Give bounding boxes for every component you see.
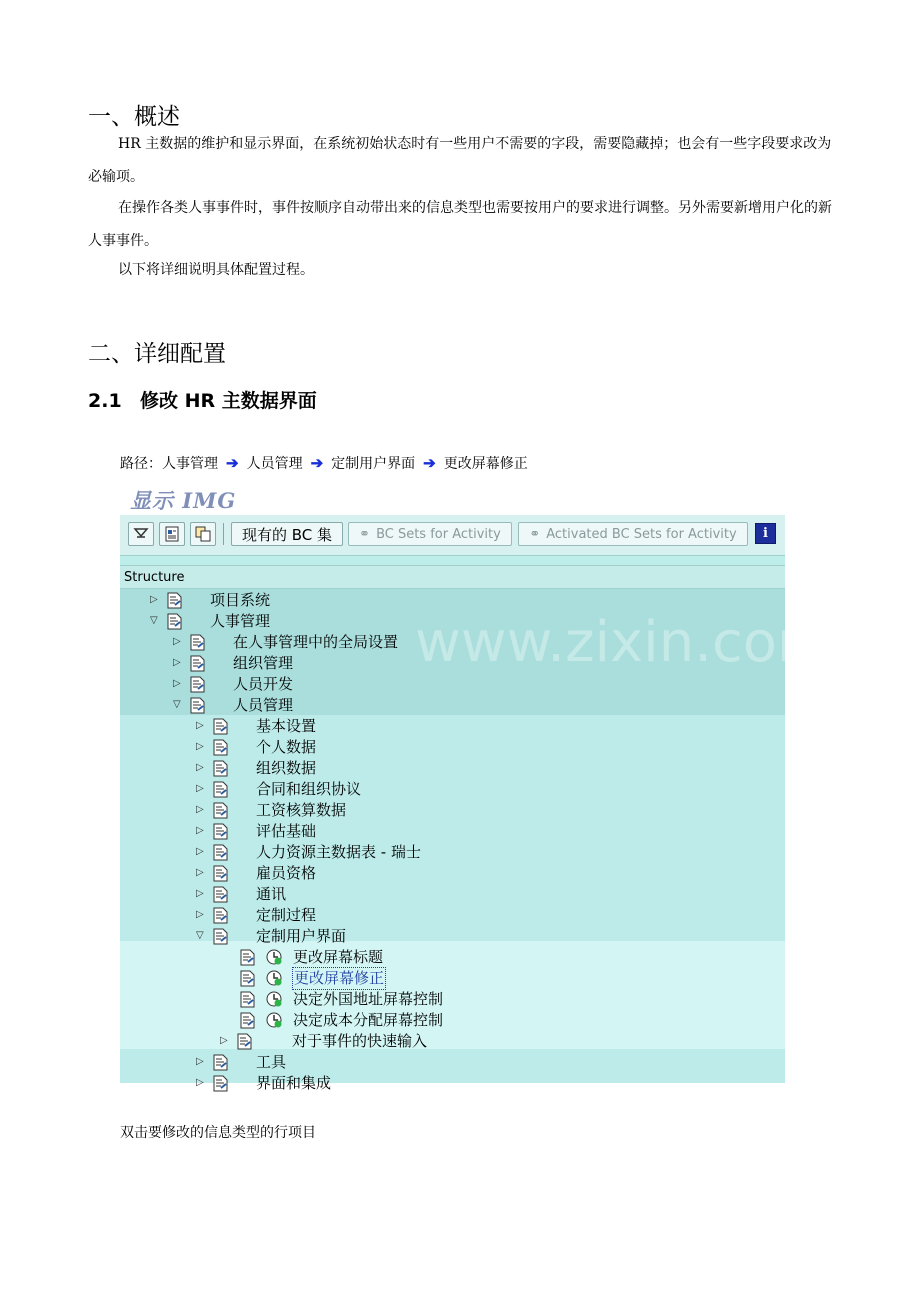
expand-triangle-icon[interactable]: ▷ — [196, 1056, 204, 1067]
tree-node[interactable] — [120, 947, 785, 968]
paragraph-1-text: HR 主数据的维护和显示界面，在系统初始状态时有一些用户不需要的字段，需要隐藏掉；也会有一些字段要求改为必输项。 — [88, 136, 832, 185]
document-icon — [213, 802, 228, 819]
document-icon — [213, 865, 228, 882]
arrow-right-icon: ➔ — [310, 454, 324, 472]
paragraph-2 — [88, 192, 833, 258]
execute-clock-icon[interactable] — [266, 1012, 282, 1028]
config-path — [120, 453, 528, 473]
collapse-triangle-icon[interactable]: ▽ — [150, 615, 158, 626]
expand-icon — [133, 527, 149, 541]
tree-node-label[interactable]: 组织管理 — [233, 654, 294, 672]
path-step-1: 人事管理 — [162, 456, 218, 472]
img-window-title: 显示 IMG — [130, 488, 237, 513]
bc-sets-for-activity-button[interactable] — [348, 522, 512, 546]
bc-sets-for-activity-label: BC Sets for Activity — [376, 526, 501, 542]
expand-triangle-icon[interactable]: ▷ — [173, 678, 181, 689]
expand-triangle-icon[interactable]: ▷ — [196, 825, 204, 836]
arrow-right-icon: ➔ — [226, 454, 239, 472]
info-button[interactable]: i — [755, 523, 776, 544]
toolbar-separator — [223, 523, 224, 545]
tree-node[interactable] — [120, 926, 785, 947]
path-step-3: 定制用户界面 — [331, 456, 416, 472]
document-icon — [213, 781, 228, 798]
expand-triangle-icon[interactable]: ▷ — [196, 720, 204, 731]
tree-node[interactable] — [120, 779, 785, 800]
tree-node[interactable] — [120, 1031, 785, 1052]
tree-node[interactable] — [120, 821, 785, 842]
path-step-2: 人员管理 — [246, 456, 303, 472]
document-icon — [190, 655, 205, 672]
document-list-icon — [164, 526, 180, 542]
execute-clock-icon[interactable] — [266, 949, 282, 965]
paragraph-1 — [88, 128, 833, 194]
expand-triangle-icon[interactable]: ▷ — [173, 636, 181, 647]
activated-bc-sets-label: Activated BC Sets for Activity — [546, 526, 737, 542]
bc-set-icon: ⚭ — [529, 526, 541, 542]
tree-node-label[interactable]: 人力资源主数据表 - 瑞士 — [256, 843, 421, 861]
watermark: www.zixin.com.cn — [415, 610, 916, 675]
tree-node[interactable] — [120, 653, 785, 674]
document-icon — [190, 634, 205, 651]
paragraph-3 — [88, 254, 833, 287]
tree-node-label[interactable]: 更改屏幕修正 — [294, 969, 385, 987]
arrow-right-icon: ➔ — [423, 454, 436, 472]
tree-node-label[interactable]: 人员开发 — [233, 675, 294, 693]
tree-node[interactable] — [120, 905, 785, 926]
tree-node-label[interactable]: 合同和组织协议 — [256, 780, 362, 798]
tree-node[interactable] — [120, 1052, 785, 1073]
expand-triangle-icon[interactable]: ▷ — [196, 762, 204, 773]
document-icon — [240, 1012, 255, 1029]
img-screenshot — [120, 515, 916, 1092]
tree-node[interactable] — [120, 716, 785, 737]
section-2-title: 二、详细配置 — [88, 341, 226, 367]
collapse-triangle-icon[interactable]: ▽ — [173, 699, 181, 710]
paragraph-2-text: 在操作各类人事事件时，事件按顺序自动带出来的信息类型也需要按用户的要求进行调整。另外需要新增用户化的新人事事件。 — [88, 200, 832, 249]
tree-node-label[interactable]: 定制过程 — [256, 906, 317, 924]
document-icon — [240, 991, 255, 1008]
tree-node-label[interactable]: 雇员资格 — [256, 864, 317, 882]
tree-node[interactable] — [120, 968, 785, 989]
path-step-4: 更改屏幕修正 — [443, 456, 528, 472]
section-2-1-heading — [88, 386, 317, 413]
tree-node-label[interactable]: 人员管理 — [233, 696, 294, 714]
instruction-text: 双击要修改的信息类型的行项目 — [120, 1125, 316, 1141]
tree-node-label[interactable]: 工具 — [256, 1053, 287, 1071]
document-icon — [167, 592, 182, 609]
tree-node-label[interactable]: 组织数据 — [256, 759, 317, 777]
document-icon — [213, 907, 228, 924]
tree-node-label[interactable]: 更改屏幕标题 — [293, 948, 384, 966]
section-2-1-number: 2.1 — [88, 390, 122, 412]
expand-triangle-icon[interactable]: ▷ — [196, 804, 204, 815]
tree-node[interactable] — [120, 737, 785, 758]
bc-set-icon: ⚭ — [359, 526, 371, 542]
tree-node-label[interactable]: 在人事管理中的全局设置 — [233, 633, 399, 651]
document-icon — [167, 613, 182, 630]
document-icon — [240, 970, 255, 987]
tree-node[interactable] — [120, 1073, 785, 1094]
tree-node[interactable] — [120, 674, 785, 695]
tree-node-label[interactable]: 评估基础 — [256, 822, 317, 840]
document-icon — [213, 928, 228, 945]
paragraph-3-text: 以下将详细说明具体配置过程。 — [118, 262, 314, 278]
expand-triangle-icon[interactable]: ▷ — [196, 1077, 204, 1088]
tree-node[interactable] — [120, 590, 785, 611]
tree-node[interactable] — [120, 863, 785, 884]
tree-node-label[interactable]: 基本设置 — [256, 717, 317, 735]
execute-clock-icon[interactable] — [266, 991, 282, 1007]
path-prefix: 路径： — [120, 456, 162, 472]
existing-bc-sets-button[interactable]: 现有的 BC 集 — [231, 522, 343, 546]
document-icon — [237, 1033, 252, 1050]
expand-triangle-icon[interactable]: ▷ — [196, 867, 204, 878]
tree-node-label[interactable]: 通讯 — [256, 885, 287, 903]
tree-node-label[interactable]: 项目系统 — [210, 591, 271, 609]
tree-node[interactable] — [120, 758, 785, 779]
document-icon — [213, 844, 228, 861]
expand-triangle-icon[interactable]: ▷ — [196, 846, 204, 857]
section-1-title: 一、概述 — [88, 104, 180, 130]
tree-node[interactable] — [120, 1010, 785, 1031]
structure-column-header: Structure — [120, 565, 785, 589]
expand-triangle-icon[interactable]: ▷ — [196, 888, 204, 899]
expand-triangle-icon[interactable]: ▷ — [173, 657, 181, 668]
document-icon — [213, 760, 228, 777]
tree-node-label[interactable]: 决定外国地址屏幕控制 — [293, 990, 444, 1008]
expand-triangle-icon[interactable]: ▷ — [196, 783, 204, 794]
document-icon — [213, 886, 228, 903]
tree-node[interactable] — [120, 842, 785, 863]
expand-subtree-button[interactable] — [128, 522, 154, 546]
tree-node-label[interactable]: 定制用户界面 — [256, 927, 347, 945]
where-used-button[interactable] — [159, 522, 185, 546]
expand-triangle-icon[interactable]: ▷ — [150, 594, 158, 605]
tree-node[interactable] — [120, 632, 785, 653]
document-icon — [240, 949, 255, 966]
tree-node[interactable] — [120, 800, 785, 821]
document-icon — [213, 718, 228, 735]
document-icon — [213, 823, 228, 840]
document-icon — [213, 1075, 228, 1092]
tree-node-label[interactable]: 个人数据 — [256, 738, 317, 756]
tree-node-label[interactable]: 对于事件的快速输入 — [292, 1032, 428, 1050]
img-toolbar — [120, 515, 785, 556]
execute-clock-icon[interactable] — [266, 970, 282, 986]
expand-triangle-icon[interactable]: ▷ — [220, 1035, 228, 1046]
tree-node-label[interactable]: 工资核算数据 — [256, 801, 347, 819]
expand-triangle-icon[interactable]: ▷ — [196, 909, 204, 920]
tree-node[interactable] — [120, 695, 785, 716]
tree-node-label[interactable]: 人事管理 — [210, 612, 271, 630]
tree-node[interactable] — [120, 989, 785, 1010]
tree-node-label[interactable]: 决定成本分配屏幕控制 — [293, 1011, 444, 1029]
document-icon — [213, 739, 228, 756]
tree-node-label[interactable]: 界面和集成 — [256, 1074, 332, 1092]
document-icon — [190, 697, 205, 714]
activated-bc-sets-button[interactable] — [518, 522, 748, 546]
section-2-1-title: 修改 HR 主数据界面 — [140, 390, 317, 412]
document-icon — [190, 676, 205, 693]
document-icon — [213, 1054, 228, 1071]
copy-icon — [195, 526, 211, 542]
tree-node[interactable] — [120, 611, 785, 632]
tree-node[interactable] — [120, 884, 785, 905]
expand-triangle-icon[interactable]: ▷ — [196, 741, 204, 752]
copy-structure-button[interactable] — [190, 522, 216, 546]
collapse-triangle-icon[interactable]: ▽ — [196, 930, 204, 941]
